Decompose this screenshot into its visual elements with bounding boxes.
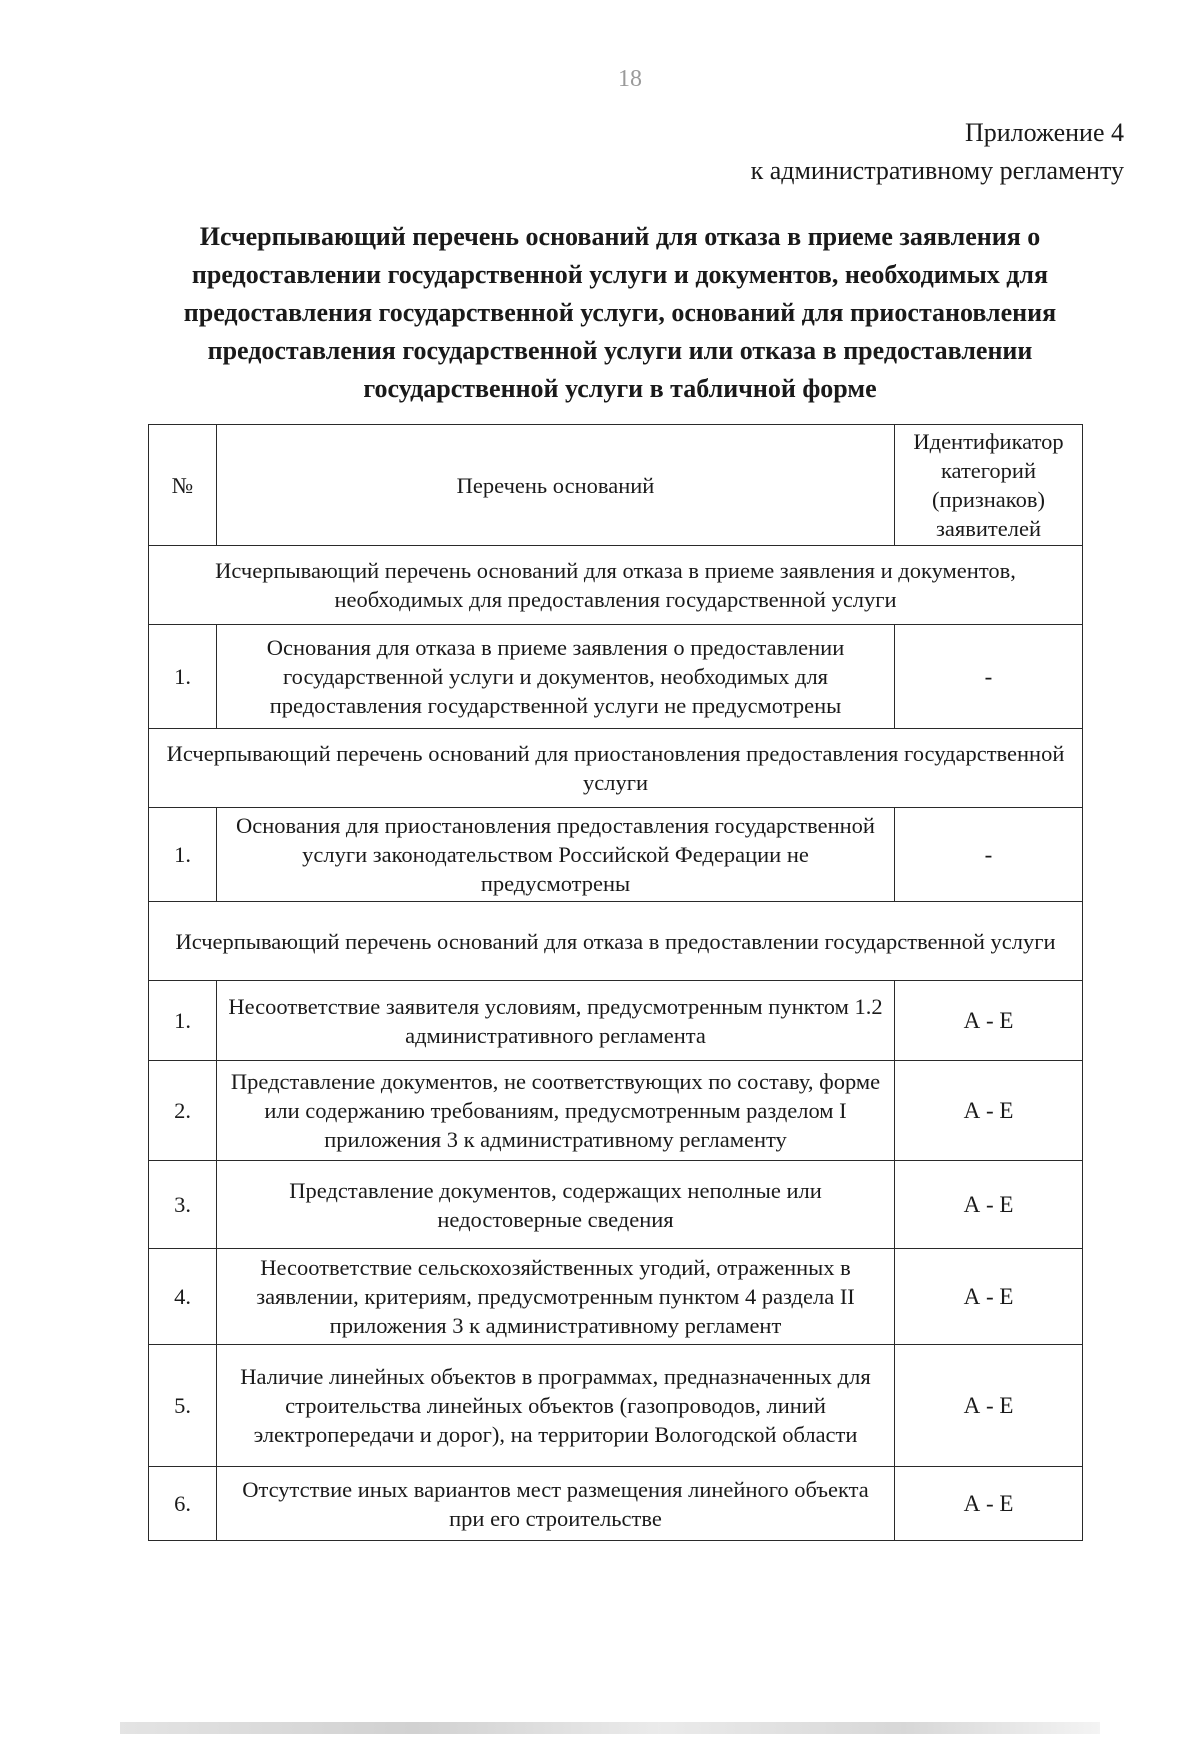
section-title: Исчерпывающий перечень оснований для отказа в предоставлении государственной услуги [149, 902, 1083, 981]
section-title: Исчерпывающий перечень оснований для приостановления предоставления государственной услуги [149, 729, 1083, 808]
row-num: 3. [149, 1161, 217, 1249]
table-row [149, 1161, 1083, 1249]
row-code: А - Е [895, 1061, 1083, 1161]
table-row [149, 981, 1083, 1061]
scan-edge-artifact [120, 1722, 1100, 1734]
row-text: Основания для отказа в приеме заявления о предоставлении государственной услуги и документов, необходимых для предоставления государственной услуги не предусмотрены [217, 625, 895, 729]
row-num: 1. [149, 625, 217, 729]
table-row [149, 1467, 1083, 1541]
reasons-table [148, 424, 1083, 1541]
table-row [149, 1345, 1083, 1467]
page-number: 18 [618, 66, 642, 92]
row-code: А - Е [895, 1467, 1083, 1541]
row-text: Несоответствие заявителя условиям, предусмотренным пунктом 1.2 административного регламента [217, 981, 895, 1061]
row-num: 5. [149, 1345, 217, 1467]
table-row [149, 625, 1083, 729]
table-row [149, 1249, 1083, 1345]
row-code: - [895, 625, 1083, 729]
document-title: Исчерпывающий перечень оснований для отказа в приеме заявления о предоставлении государственной услуги и документов, необходимых для предоставления государственной услуги, оснований для приостановления предоставления государственной услуги или отказа в предоставлении государственной услуги в табличной форме [183, 222, 1057, 403]
row-num: 2. [149, 1061, 217, 1161]
row-code: А - Е [895, 1249, 1083, 1345]
row-num: 6. [149, 1467, 217, 1541]
row-text: Отсутствие иных вариантов мест размещения линейного объекта при его строительстве [217, 1467, 895, 1541]
row-num: 1. [149, 981, 217, 1061]
table-header-row [149, 425, 1083, 546]
section-row [149, 729, 1083, 808]
section-row [149, 546, 1083, 625]
appendix-line-1: Приложение 4 [964, 118, 1124, 147]
row-num: 4. [149, 1249, 217, 1345]
appendix-line-2: к административному регламенту [750, 156, 1124, 185]
row-text: Представление документов, содержащих неполные или недостоверные сведения [217, 1161, 895, 1249]
section-title: Исчерпывающий перечень оснований для отказа в приеме заявления и документов, необходимых для предоставления государственной услуги [149, 546, 1083, 625]
section-row [149, 902, 1083, 981]
row-code: А - Е [895, 1345, 1083, 1467]
appendix-header [751, 114, 1124, 190]
header-identifier: Идентификатор категорий (признаков) заявителей [895, 425, 1083, 546]
header-num: № [149, 425, 217, 546]
table-row [149, 808, 1083, 902]
row-num: 1. [149, 808, 217, 902]
row-text: Наличие линейных объектов в программах, предназначенных для строительства линейных объектов (газопроводов, линий электропередачи и дорог), на территории Вологодской области [217, 1345, 895, 1467]
row-code: А - Е [895, 1161, 1083, 1249]
row-text: Основания для приостановления предоставления государственной услуги законодательством Российской Федерации не предусмотрены [217, 808, 895, 902]
row-code: - [895, 808, 1083, 902]
row-text: Несоответствие сельскохозяйственных угодий, отраженных в заявлении, критериям, предусмотренным пунктом 4 раздела II приложения 3 к административному регламент [217, 1249, 895, 1345]
table-row [149, 1061, 1083, 1161]
header-reasons: Перечень оснований [217, 425, 895, 546]
row-code: А - Е [895, 981, 1083, 1061]
row-text: Представление документов, не соответствующих по составу, форме или содержанию требованиям, предусмотренным разделом I приложения 3 к административному регламенту [217, 1061, 895, 1161]
